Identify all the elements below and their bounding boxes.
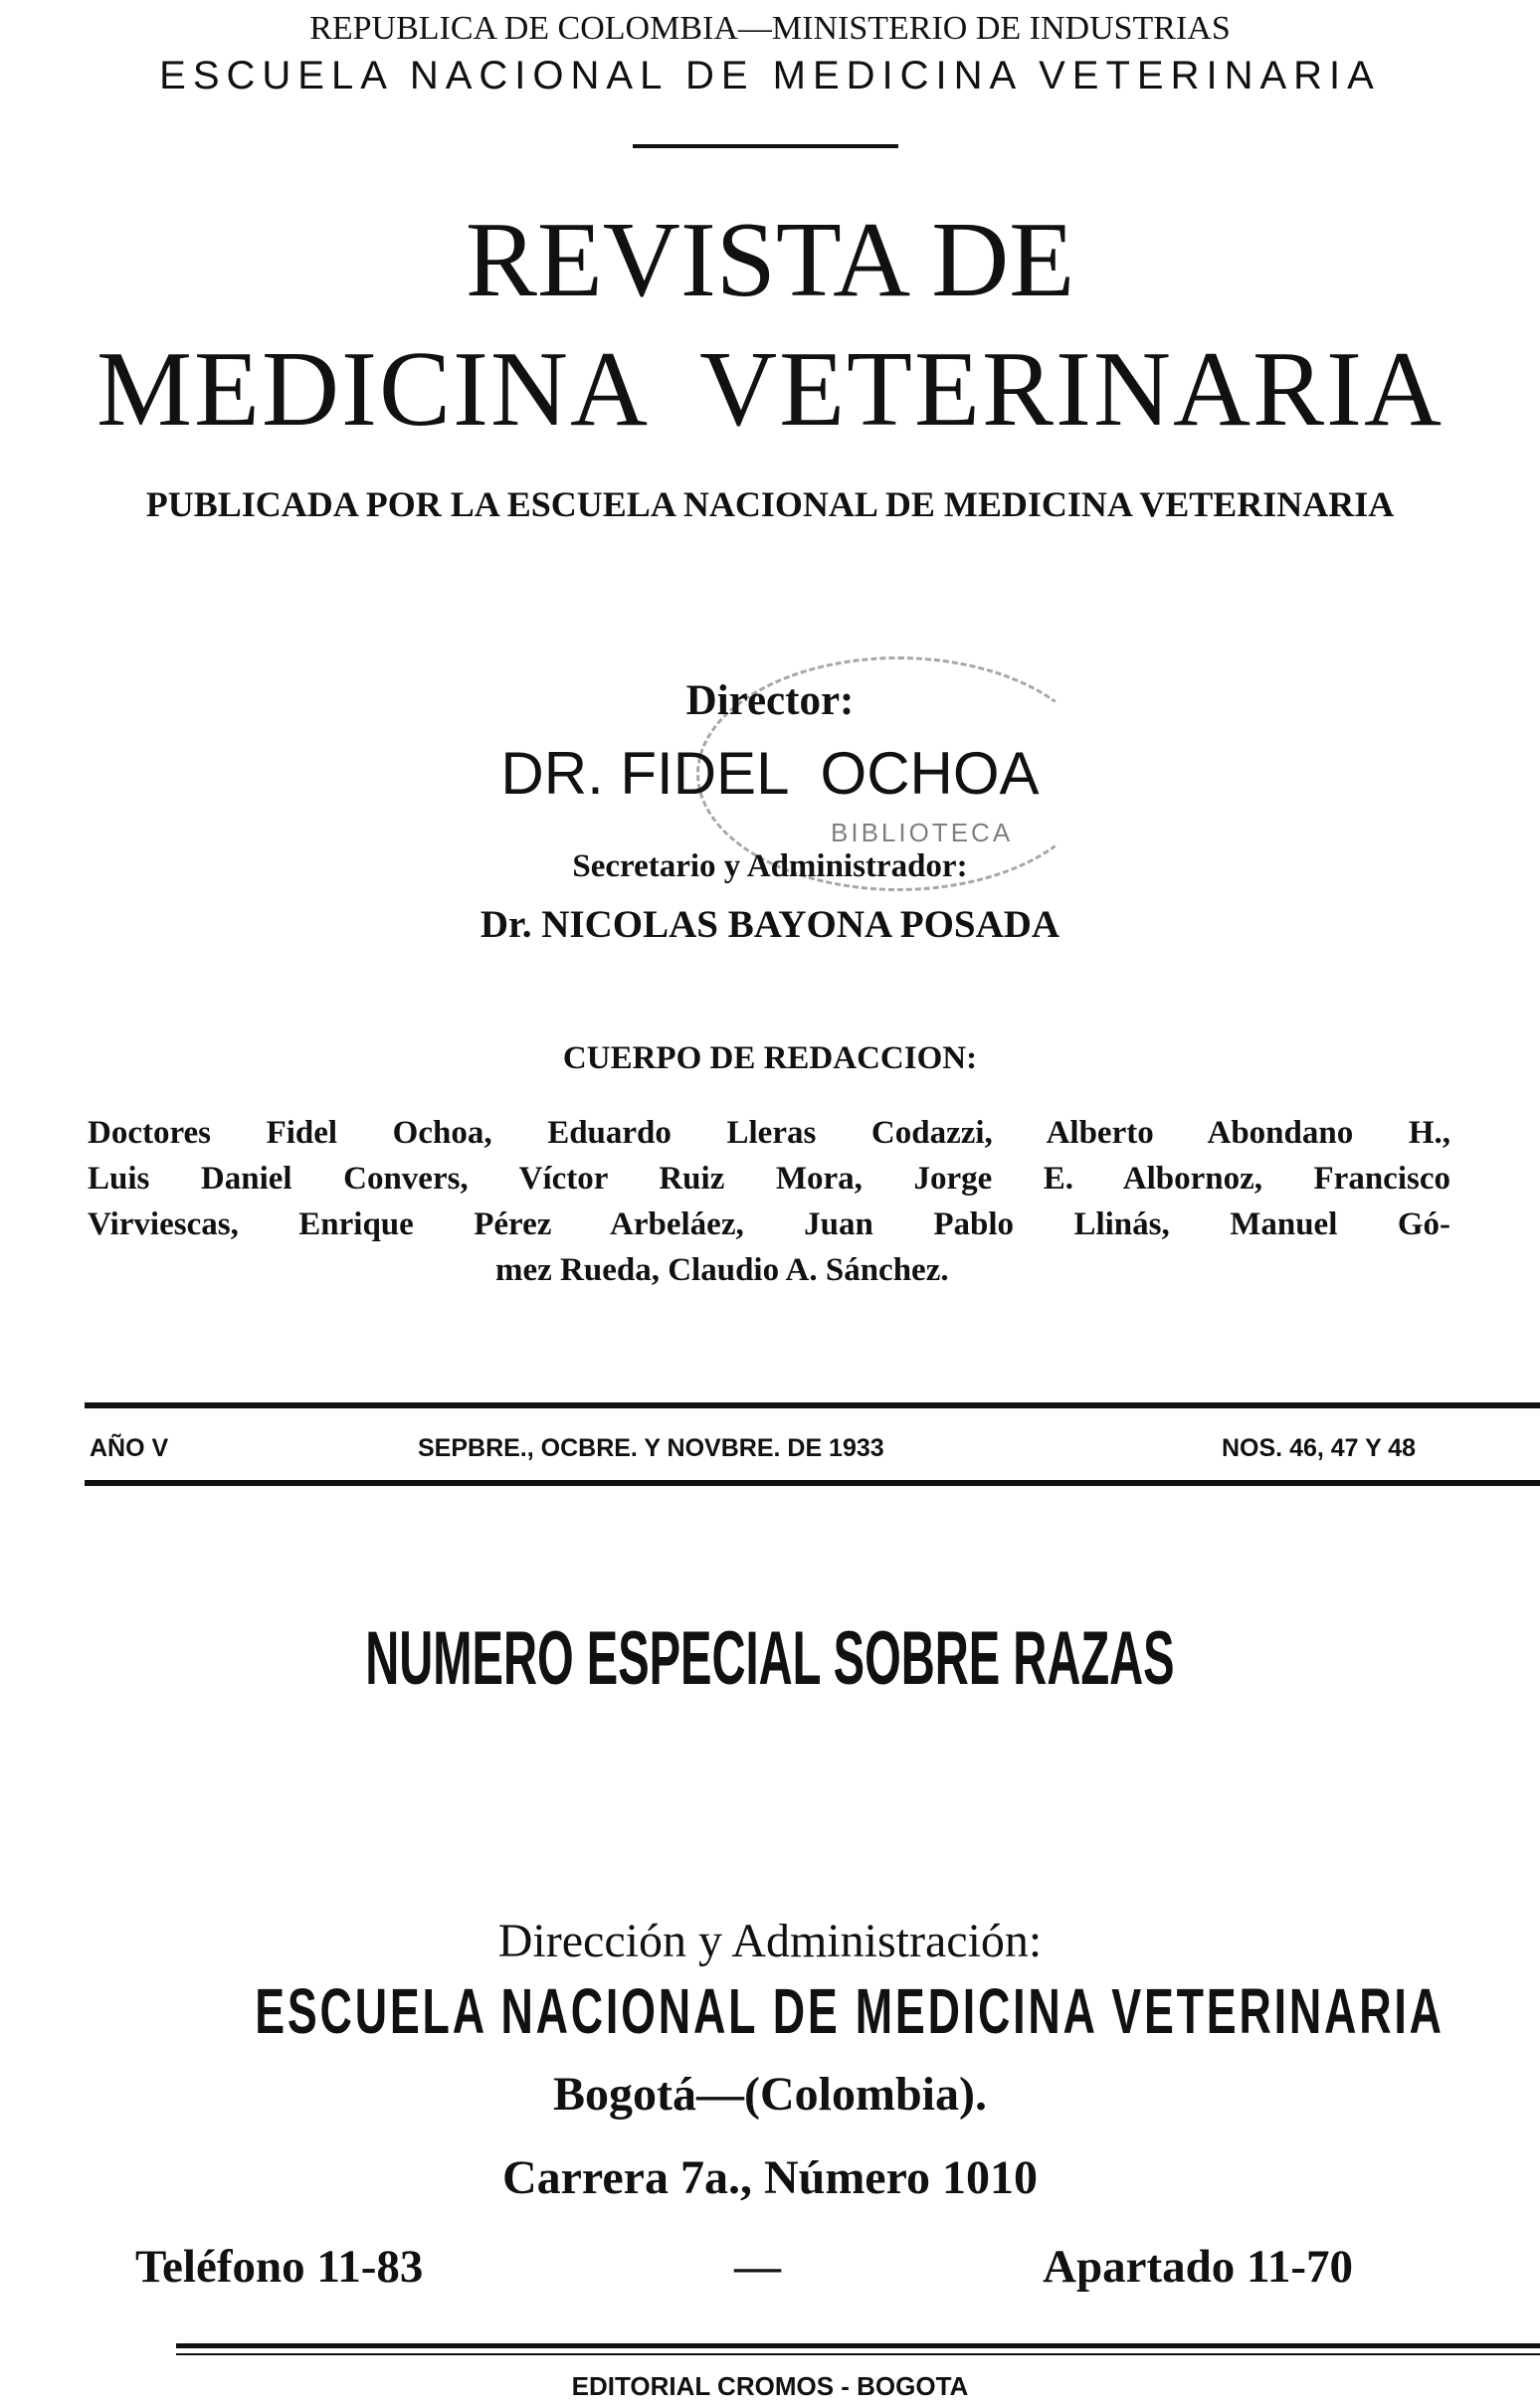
board-line: Virviescas, Enrique Pérez Arbeláez, Juan Pablo Llinás, Manuel Gó- bbox=[88, 1206, 1450, 1242]
issue-rule-top bbox=[85, 1402, 1540, 1408]
journal-title-line1: REVISTA DE bbox=[465, 201, 1075, 319]
address-city: Bogotá—(Colombia). bbox=[553, 2068, 987, 2121]
separator-dash: — bbox=[734, 2241, 781, 2293]
footer-rule bbox=[176, 2343, 1540, 2348]
director-name: DR. FIDEL OCHOA bbox=[500, 740, 1040, 807]
footer-rule-thin bbox=[176, 2353, 1540, 2355]
journal-title-line2: MEDICINA VETERINARIA bbox=[96, 330, 1444, 449]
board-line: Luis Daniel Convers, Víctor Ruiz Mora, Jorge E. Albornoz, Francisco bbox=[88, 1161, 1450, 1197]
editorial-board-heading: CUERPO DE REDACCION: bbox=[562, 1040, 978, 1076]
address-street: Carrera 7a., Número 1010 bbox=[501, 2151, 1039, 2204]
editorial-board-members bbox=[88, 1110, 1450, 1293]
issue-date: SEPBRE., OCBRE. Y NOVBRE. DE 1933 bbox=[418, 1434, 884, 1462]
stamp-text: BIBLIOTECA bbox=[831, 818, 1014, 847]
secretary-label: Secretario y Administrador: bbox=[572, 848, 968, 884]
issue-numbers: NOS. 46, 47 Y 48 bbox=[1222, 1434, 1417, 1462]
board-line: Doctores Fidel Ochoa, Eduardo Lleras Codazzi, Alberto Abondano H., bbox=[88, 1115, 1450, 1151]
address-label: Dirección y Administración: bbox=[497, 1915, 1043, 1967]
director-label: Director: bbox=[685, 677, 855, 724]
po-box: Apartado 11-70 bbox=[1043, 2241, 1354, 2293]
ministry-line: REPUBLICA DE COLOMBIA—MINISTERIO DE INDUSTRIAS bbox=[309, 10, 1231, 47]
board-line: mez Rueda, Claudio A. Sánchez. bbox=[495, 1252, 949, 1288]
special-issue-title: NUMERO ESPECIAL SOBRE RAZAS bbox=[365, 1616, 1175, 1701]
journal-subtitle: PUBLICADA POR LA ESCUELA NACIONAL DE MEDICINA VETERINARIA bbox=[145, 484, 1395, 524]
address-institution: ESCUELA NACIONAL DE MEDICINA VETERINARIA bbox=[255, 1975, 1444, 2047]
phone: Teléfono 11-83 bbox=[135, 2241, 424, 2293]
divider bbox=[633, 144, 898, 148]
printer: EDITORIAL CROMOS - BOGOTA bbox=[571, 2371, 969, 2401]
issue-rule-bottom bbox=[85, 1480, 1540, 1486]
school-line: ESCUELA NACIONAL DE MEDICINA VETERINARIA bbox=[159, 54, 1381, 97]
issue-year: AÑO V bbox=[90, 1434, 169, 1462]
secretary-name: Dr. NICOLAS BAYONA POSADA bbox=[480, 903, 1060, 946]
